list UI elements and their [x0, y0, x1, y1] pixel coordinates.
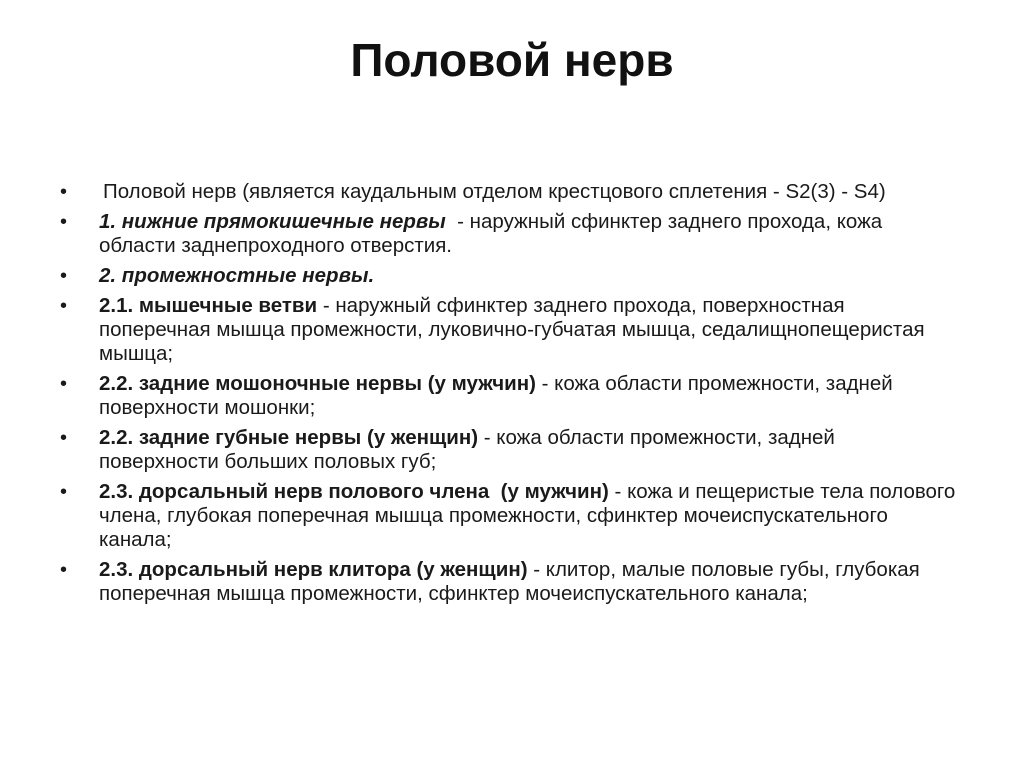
bullet-icon: •	[60, 481, 68, 503]
bullet-icon: •	[60, 559, 68, 581]
bullet-list	[60, 180, 960, 612]
bullet-heading: 2.2. задние мошоночные нервы (у мужчин)	[99, 372, 536, 395]
bullet-item	[60, 558, 960, 606]
bullet-item	[60, 372, 960, 420]
bullet-heading: 1. нижние прямокишечные нервы	[99, 210, 446, 233]
bullet-icon: •	[60, 211, 68, 233]
bullet-text: - клитор, малые половые губы, глубокая поперечная мышца промежности, сфинктер мочеиспускательного канала;	[99, 558, 920, 605]
bullet-icon: •	[60, 295, 68, 317]
slide-title: Половой нерв	[350, 34, 674, 86]
bullet-heading: 2.3. дорсальный нерв полового члена (у мужчин)	[99, 480, 609, 503]
bullet-text: Половой нерв (является каудальным отделом крестцового сплетения - S2(3) - S4)	[103, 180, 886, 203]
bullet-text: - кожа области промежности, задней поверхности мошонки;	[99, 372, 893, 419]
bullet-heading: 2. промежностные нервы.	[99, 264, 375, 287]
bullet-item	[60, 426, 960, 474]
bullet-text: - кожа и пещеристые тела полового члена, глубокая поперечная мышца промежности, сфинктер мочеиспускательного канала;	[99, 480, 956, 551]
bullet-icon: •	[60, 181, 68, 203]
bullet-text: - наружный сфинктер заднего прохода, кожа области заднепроходного отверстия.	[99, 210, 888, 257]
bullet-heading: 2.2. задние губные нервы (у женщин)	[99, 426, 479, 449]
bullet-icon: •	[60, 373, 68, 395]
bullet-icon: •	[60, 265, 68, 287]
bullet-text: - кожа области промежности, задней поверхности больших половых губ;	[99, 426, 835, 473]
bullet-heading: 2.3. дорсальный нерв клитора (у женщин)	[99, 558, 528, 581]
bullet-item	[60, 210, 960, 258]
bullet-item	[60, 264, 960, 288]
bullet-item	[60, 480, 960, 552]
bullet-icon: •	[60, 427, 68, 449]
bullet-item	[60, 294, 960, 366]
bullet-heading: 2.1. мышечные ветви	[99, 294, 318, 317]
bullet-item	[60, 180, 960, 204]
bullet-text: - наружный сфинктер заднего прохода, поверхностная поперечная мышца промежности, луковично-губчатая мышца, седалищнопещеристая мышца;	[99, 294, 925, 365]
